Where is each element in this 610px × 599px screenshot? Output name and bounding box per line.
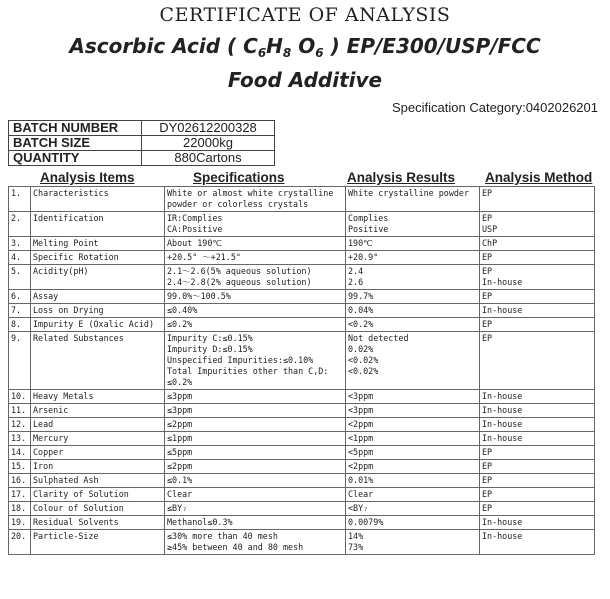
method-line: EP: [482, 447, 493, 457]
column-header-items: Analysis Items: [40, 170, 135, 185]
row-number: 11.: [9, 404, 31, 418]
spec-line: 2.4～2.8(2% aqueous solution): [167, 277, 312, 287]
method-cell: [480, 290, 595, 304]
method-line: ChP: [482, 238, 498, 248]
result-cell: [346, 488, 480, 502]
batch-value: 880Cartons: [142, 151, 275, 166]
analysis-item: Heavy Metals: [31, 390, 165, 404]
table-row: [9, 516, 595, 530]
result-cell: [346, 390, 480, 404]
spec-line: Impurity C:≤0.15%: [167, 333, 253, 343]
analysis-item: Acidity(pH): [31, 265, 165, 290]
table-row: [9, 318, 595, 332]
method-line: In-house: [482, 419, 523, 429]
spec-cell: [165, 488, 346, 502]
result-cell: [346, 418, 480, 432]
spec-line: Total Impurities other than C,D: ≤0.2%: [167, 366, 329, 387]
result-line: +20.9°: [348, 252, 379, 262]
column-header-specifications: Specifications: [193, 170, 285, 185]
row-number: 8.: [9, 318, 31, 332]
spec-cell: [165, 237, 346, 251]
method-line: EP: [482, 213, 493, 223]
result-cell: [346, 432, 480, 446]
spec-cell: [165, 432, 346, 446]
method-cell: [480, 488, 595, 502]
row-number: 17.: [9, 488, 31, 502]
spec-cell: [165, 404, 346, 418]
result-line: 190℃: [348, 238, 373, 248]
spec-line: ≤0.1%: [167, 475, 193, 485]
spec-line: ≤30% more than 40 mesh: [167, 531, 278, 541]
method-line: EP: [482, 188, 493, 198]
table-row: [9, 332, 595, 390]
spec-line: ≤0.2%: [167, 319, 193, 329]
row-number: 1.: [9, 187, 31, 212]
batch-label: BATCH NUMBER: [9, 121, 142, 136]
result-cell: [346, 404, 480, 418]
spec-cell: [165, 390, 346, 404]
result-cell: [346, 502, 480, 516]
method-cell: [480, 474, 595, 488]
analysis-item: Colour of Solution: [31, 502, 165, 516]
row-number: 20.: [9, 530, 31, 555]
spec-line: 99.0%～100.5%: [167, 291, 231, 301]
row-number: 6.: [9, 290, 31, 304]
spec-line: ≤3ppm: [167, 405, 193, 415]
method-cell: [480, 332, 595, 390]
spec-line: White or almost white crystalline powder or colorless crystals: [167, 188, 334, 209]
result-line: <0.2%: [348, 319, 374, 329]
spec-line: Impurity D:≤0.15%: [167, 344, 253, 354]
method-line: In-house: [482, 305, 523, 315]
analysis-item: Characteristics: [31, 187, 165, 212]
table-row: [9, 212, 595, 237]
result-cell: [346, 516, 480, 530]
method-line: In-house: [482, 277, 523, 287]
spec-line: IR:Complies: [167, 213, 223, 223]
method-cell: [480, 212, 595, 237]
result-line: 0.01%: [348, 475, 374, 485]
spec-line: ≤BY₇: [167, 503, 188, 513]
result-cell: [346, 474, 480, 488]
table-row: [9, 290, 595, 304]
table-row: [9, 390, 595, 404]
batch-label: BATCH SIZE: [9, 136, 142, 151]
result-line: <2ppm: [348, 419, 374, 429]
analysis-item: Identification: [31, 212, 165, 237]
product-category: Food Additive: [227, 68, 383, 92]
method-line: In-house: [482, 517, 523, 527]
table-row: [9, 187, 595, 212]
result-line: 99.7%: [348, 291, 374, 301]
batch-value: DY02612200328: [142, 121, 275, 136]
batch-value: 22000kg: [142, 136, 275, 151]
analysis-item: Particle-Size: [31, 530, 165, 555]
method-cell: [480, 460, 595, 474]
method-cell: [480, 187, 595, 212]
result-line: 2.4: [348, 266, 364, 276]
row-number: 18.: [9, 502, 31, 516]
spec-line: ≥45% between 40 and 80 mesh: [167, 542, 304, 552]
method-line: EP: [482, 333, 493, 343]
spec-cell: [165, 502, 346, 516]
spec-line: ≤2ppm: [167, 419, 193, 429]
table-row: [9, 418, 595, 432]
method-cell: [480, 418, 595, 432]
result-line: White crystalline powder: [348, 188, 470, 198]
analysis-item: Copper: [31, 446, 165, 460]
spec-line: Clear: [167, 489, 193, 499]
method-cell: [480, 304, 595, 318]
method-cell: [480, 404, 595, 418]
spec-line: ≤3ppm: [167, 391, 193, 401]
table-row: [9, 530, 595, 555]
method-line: EP: [482, 475, 493, 485]
method-cell: [480, 237, 595, 251]
batch-info-table: [8, 120, 275, 166]
method-cell: [480, 446, 595, 460]
analysis-item: Specific Rotation: [31, 251, 165, 265]
analysis-item: Iron: [31, 460, 165, 474]
table-row: [9, 432, 595, 446]
result-line: 73%: [348, 542, 364, 552]
analysis-item: Impurity E (Oxalic Acid): [31, 318, 165, 332]
result-line: 14%: [348, 531, 364, 541]
analysis-item: Loss on Drying: [31, 304, 165, 318]
result-line: 0.02%: [348, 344, 374, 354]
result-cell: [346, 265, 480, 290]
table-row: [9, 251, 595, 265]
method-line: EP: [482, 503, 493, 513]
analysis-item: Assay: [31, 290, 165, 304]
table-row: [9, 502, 595, 516]
result-line: 2.6: [348, 277, 364, 287]
column-header-method: Analysis Method: [485, 170, 593, 185]
spec-cell: [165, 290, 346, 304]
spec-cell: [165, 418, 346, 432]
method-cell: [480, 390, 595, 404]
method-line: EP: [482, 319, 493, 329]
table-row: [9, 237, 595, 251]
result-cell: [346, 332, 480, 390]
table-row: [9, 446, 595, 460]
spec-cell: [165, 516, 346, 530]
result-line: <0.02%: [348, 355, 379, 365]
spec-cell: [165, 474, 346, 488]
spec-line: 2.1～2.6(5% aqueous solution): [167, 266, 312, 276]
batch-row: [9, 136, 275, 151]
batch-row: [9, 151, 275, 166]
specification-category: Specification Category:0402026201: [392, 100, 598, 115]
row-number: 16.: [9, 474, 31, 488]
row-number: 7.: [9, 304, 31, 318]
result-cell: [346, 446, 480, 460]
row-number: 12.: [9, 418, 31, 432]
method-line: In-house: [482, 391, 523, 401]
method-cell: [480, 318, 595, 332]
result-cell: [346, 460, 480, 474]
row-number: 19.: [9, 516, 31, 530]
spec-cell: [165, 187, 346, 212]
analysis-item: Lead: [31, 418, 165, 432]
column-header-results: Analysis Results: [347, 170, 456, 185]
analysis-table: [8, 186, 595, 555]
result-line: <BY₇: [348, 503, 369, 513]
method-line: EP: [482, 266, 493, 276]
spec-cell: [165, 446, 346, 460]
method-line: In-house: [482, 531, 523, 541]
analysis-item: Melting Point: [31, 237, 165, 251]
analysis-item: Mercury: [31, 432, 165, 446]
analysis-item: Residual Solvents: [31, 516, 165, 530]
method-line: EP: [482, 461, 493, 471]
row-number: 13.: [9, 432, 31, 446]
result-line: <1ppm: [348, 433, 374, 443]
analysis-item: Clarity of Solution: [31, 488, 165, 502]
result-cell: [346, 212, 480, 237]
analysis-item: Related Substances: [31, 332, 165, 390]
result-cell: [346, 530, 480, 555]
table-row: [9, 404, 595, 418]
product-name: Ascorbic Acid ( $C_6H_8$ $O_6$ ) EP/E300/USP/FCC: [69, 34, 541, 60]
spec-cell: [165, 304, 346, 318]
method-cell: [480, 502, 595, 516]
spec-cell: [165, 212, 346, 237]
spec-line: CA:Positive: [167, 224, 223, 234]
result-cell: [346, 290, 480, 304]
table-row: [9, 265, 595, 290]
table-row: [9, 304, 595, 318]
result-line: 0.0079%: [348, 517, 384, 527]
row-number: 9.: [9, 332, 31, 390]
result-line: <0.02%: [348, 366, 379, 376]
result-line: 0.04%: [348, 305, 374, 315]
table-row: [9, 474, 595, 488]
spec-cell: [165, 460, 346, 474]
spec-line: Unspecified Impurities:≤0.10%: [167, 355, 314, 365]
method-cell: [480, 251, 595, 265]
spec-cell: [165, 332, 346, 390]
method-line: EP: [482, 489, 493, 499]
spec-cell: [165, 318, 346, 332]
row-number: 5.: [9, 265, 31, 290]
row-number: 3.: [9, 237, 31, 251]
result-cell: [346, 318, 480, 332]
spec-line: About 190℃: [167, 238, 222, 248]
certificate-title: CERTIFICATE OF ANALYSIS: [159, 4, 451, 26]
result-line: <3ppm: [348, 405, 374, 415]
method-line: In-house: [482, 433, 523, 443]
spec-line: ≤5ppm: [167, 447, 193, 457]
spec-line: ≤0.40%: [167, 305, 198, 315]
table-row: [9, 488, 595, 502]
spec-line: +20.5° ～+21.5°: [167, 252, 241, 262]
analysis-item: Arsenic: [31, 404, 165, 418]
table-row: [9, 460, 595, 474]
method-line: USP: [482, 224, 498, 234]
method-cell: [480, 265, 595, 290]
row-number: 10.: [9, 390, 31, 404]
result-line: Complies: [348, 213, 389, 223]
spec-cell: [165, 530, 346, 555]
result-line: Clear: [348, 489, 374, 499]
row-number: 14.: [9, 446, 31, 460]
result-cell: [346, 187, 480, 212]
method-cell: [480, 432, 595, 446]
spec-cell: [165, 251, 346, 265]
result-cell: [346, 251, 480, 265]
analysis-item: Sulphated Ash: [31, 474, 165, 488]
batch-label: QUANTITY: [9, 151, 142, 166]
method-cell: [480, 530, 595, 555]
spec-line: Methanol≤0.3%: [167, 517, 233, 527]
method-cell: [480, 516, 595, 530]
result-line: Positive: [348, 224, 389, 234]
result-cell: [346, 304, 480, 318]
result-line: Not detected: [348, 333, 409, 343]
row-number: 15.: [9, 460, 31, 474]
method-line: EP: [482, 252, 493, 262]
result-cell: [346, 237, 480, 251]
spec-line: ≤1ppm: [167, 433, 193, 443]
batch-row: [9, 121, 275, 136]
row-number: 4.: [9, 251, 31, 265]
method-line: EP: [482, 291, 493, 301]
result-line: <5ppm: [348, 447, 374, 457]
method-line: In-house: [482, 405, 523, 415]
spec-cell: [165, 265, 346, 290]
result-line: <3ppm: [348, 391, 374, 401]
row-number: 2.: [9, 212, 31, 237]
result-line: <2ppm: [348, 461, 374, 471]
spec-line: ≤2ppm: [167, 461, 193, 471]
